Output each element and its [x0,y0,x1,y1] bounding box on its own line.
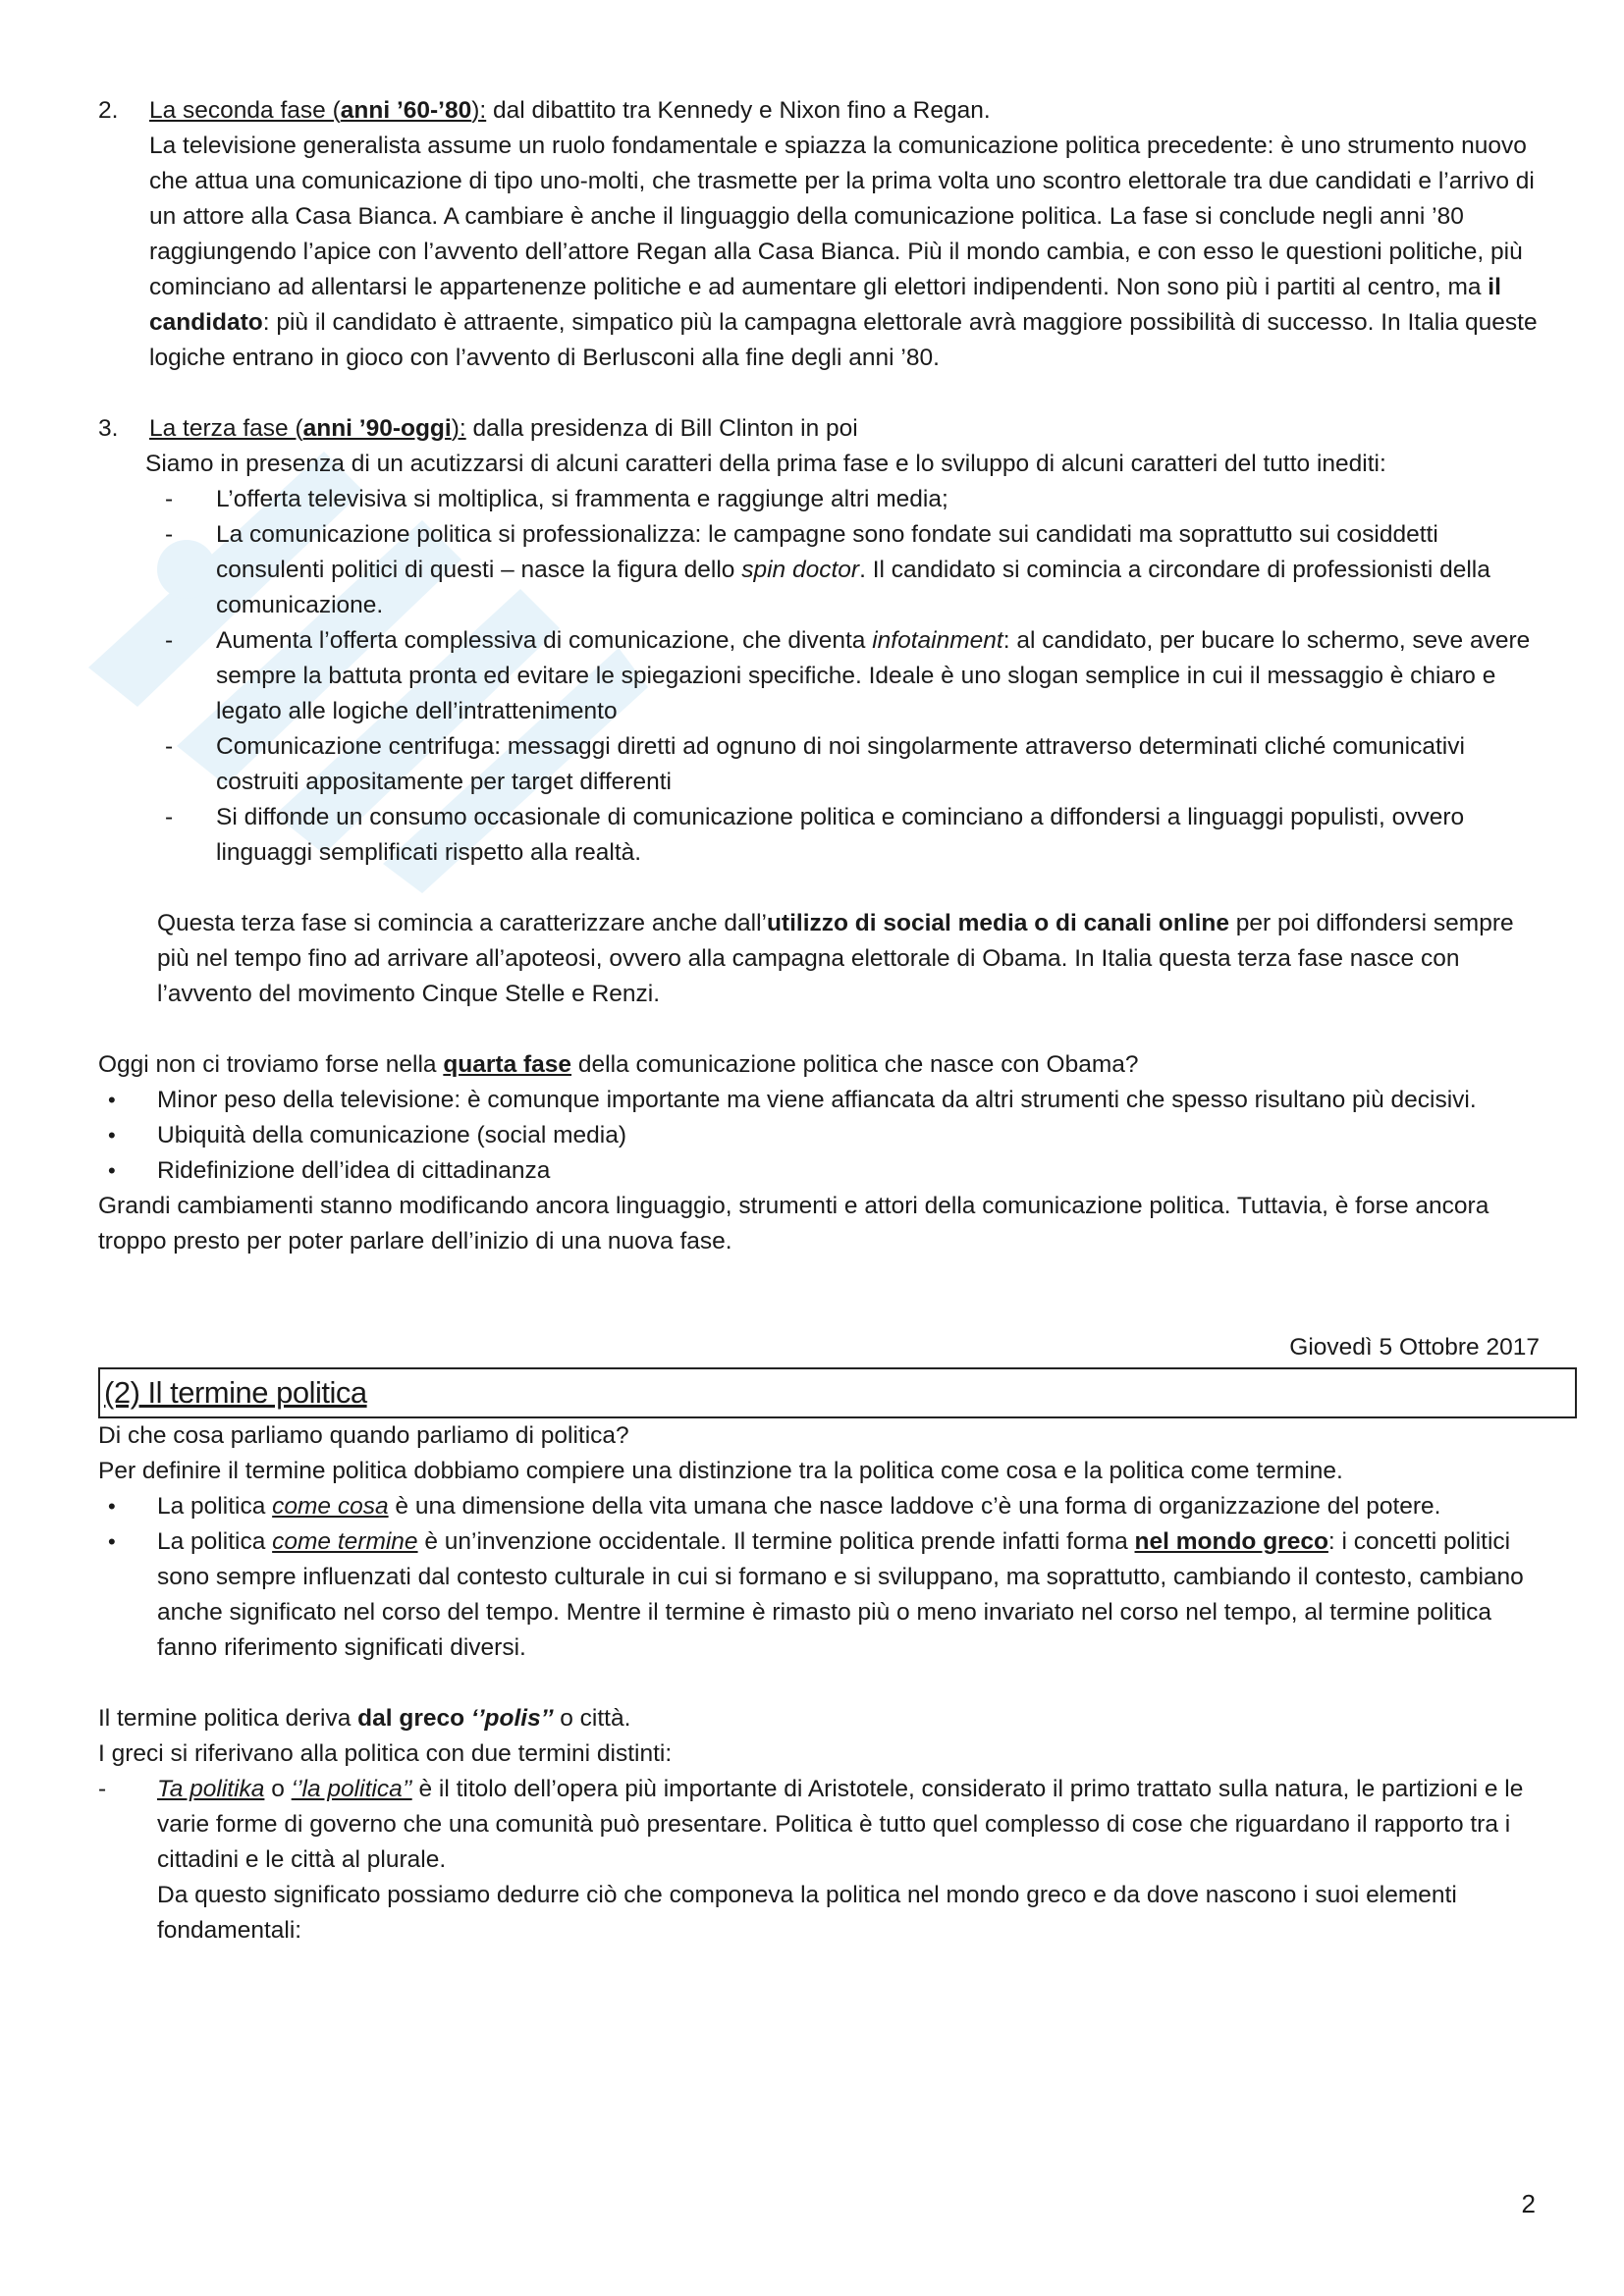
list-item: - Si diffonde un consumo occasionale di comunicazione politica e cominciano a diffondersi a linguaggi populisti, ovvero linguaggi semplificati rispetto alla realtà. [165,804,1465,866]
phase-2-heading: La seconda fase (anni ’60-’80): dal dibattito tra Kennedy e Nixon fino a Regan. [149,97,991,124]
list-item: - Aumenta l’offerta complessiva di comunicazione, che diventa infotainment: al candidato, per bucare lo schermo, seve avere sempre la battuta pronta ed evitare le spiegazioni specifiche. Ideale è uno slogan semplice in cui il messaggio è chiaro e legato alle logiche dell’intrattenimento [165,627,1531,724]
section-title: (2) Il termine politica [104,1375,367,1410]
list-item: - La comunicazione politica si professionalizza: le campagne sono fondate sui candidati ma soprattutto sui cosiddetti consulenti politici di questi – nasce la figura dello spin doctor. Il candidato si comincia a circondare di professionisti della comunicazione. [165,521,1490,618]
list-number: 2. [98,97,119,124]
section-2-intro: Per definire il termine politica dobbiamo compiere una distinzione tra la politica come cosa e la politica come termine. [98,1458,1343,1484]
phase-4-section [98,1047,1551,1259]
phase-4-question: Oggi non ci troviamo forse nella quarta fase della comunicazione politica che nasce con Obama? [98,1051,1139,1078]
list-item: • Ubiquità della comunicazione (social media) [108,1122,626,1148]
phase-3-list [98,482,1551,871]
phase-3-intro: Siamo in presenza di un acutizzarsi di alcuni caratteri della prima fase e lo sviluppo di alcuni caratteri del tutto inediti: [145,451,1386,477]
list-item: • La politica come cosa è una dimensione della vita umana che nasce laddove c’è una forma di organizzazione del potere. [108,1493,1441,1520]
list-item: - Ta politika o ‘’la politica’’ è il titolo dell’opera più importante di Aristotele, considerato il primo trattato sulla natura, le partizioni e le varie forme di governo che una comunità può presentare. Politica è tutto quel complesso di cose che riguardano il rapporto tra i cittadini e le città al plurale. Da questo significato possiamo dedurre ciò che componeva la politica nel mondo greco e da dove nascono i suoi elementi fondamentali: [98,1776,1524,1944]
list-item: - L’offerta televisiva si moltiplica, si frammenta e raggiunge altri media; [165,486,948,512]
phase-4-bullets [98,1083,1551,1189]
list-item: - Comunicazione centrifuga: messaggi diretti ad ognuno di noi singolarmente attraverso determinati cliché comunicativi costruiti appositamente per target differenti [165,733,1465,795]
phase-3-closing: Questa terza fase si comincia a caratterizzare anche dall’utilizzo di social media o di canali online per poi diffondersi sempre più nel tempo fino ad arrivare all’apoteosi, ovvero alla campagna elettorale di Obama. In Italia questa terza fase nasce con l’avvento del movimento Cinque Stelle e Renzi. [157,910,1514,1007]
phase-3-section [98,411,1551,1012]
list-item: • Ridefinizione dell’idea di cittadinanza [108,1157,551,1184]
section-2-bullets [98,1489,1551,1666]
page-number: 2 [1521,2189,1536,2218]
phase-2-paragraph: La televisione generalista assume un ruolo fondamentale e spiazza la comunicazione politica precedente: è uno strumento nuovo che attua una comunicazione di tipo uno-molti, che trasmette per la prima volta uno scontro elettorale tra due candidati e l’arrivo di un attore alla Casa Bianca. A cambiare è anche il linguaggio della comunicazione politica. La fase si conclude negli anni ’80 raggiungendo l’apice con l’avvento dell’attore Regan alla Casa Bianca. Più il mondo cambia, e con esso le questioni politiche, più cominciano ad allentarsi le appartenenze politiche e ad aumentare gli elettori indipendenti. Non sono più i partiti al centro, ma il candidato: più il candidato è attraente, simpatico più la campagna elettorale avrà maggiore possibilità di successo. In Italia queste logiche entrano in gioco con l’avvento di Berlusconi alla fine degli anni ’80. [149,133,1538,371]
list-item: • Minor peso della televisione: è comunque importante ma viene affiancata da altri strumenti che spesso risultano più decisivi. [108,1087,1477,1113]
phase-2-section [98,93,1551,376]
greek-terms-list [98,1772,1551,1949]
document-page [98,93,1551,1949]
phase-4-conclusion: Grandi cambiamenti stanno modificando ancora linguaggio, strumenti e attori della comunicazione politica. Tuttavia, è forse ancora troppo presto per poter parlare dell’inizio di una nuova fase. [98,1193,1489,1255]
phase-3-heading: La terza fase (anni ’90-oggi): dalla presidenza di Bill Clinton in poi [149,415,858,442]
section-heading-box [98,1367,1577,1418]
greek-terms-intro: I greci si riferivano alla politica con due termini distinti: [98,1740,673,1767]
list-item: • La politica come termine è un’invenzione occidentale. Il termine politica prende infatti forma nel mondo greco: i concetti politici sono sempre influenzati dal contesto culturale in cui si formano e si sviluppano, ma soprattutto, cambiando il contesto, cambiano anche significato nel corso del tempo. Mentre il termine è rimasto più o meno invariato nel corso nel tempo, al termine politica fanno riferimento significati diversi. [108,1528,1524,1661]
list-number: 3. [98,415,119,442]
greek-origin: Il termine politica deriva dal greco ‘’polis’’ o città. [98,1705,631,1732]
section-2-question: Di che cosa parliamo quando parliamo di politica? [98,1422,629,1449]
lecture-date: Giovedì 5 Ottobre 2017 [1289,1334,1540,1361]
